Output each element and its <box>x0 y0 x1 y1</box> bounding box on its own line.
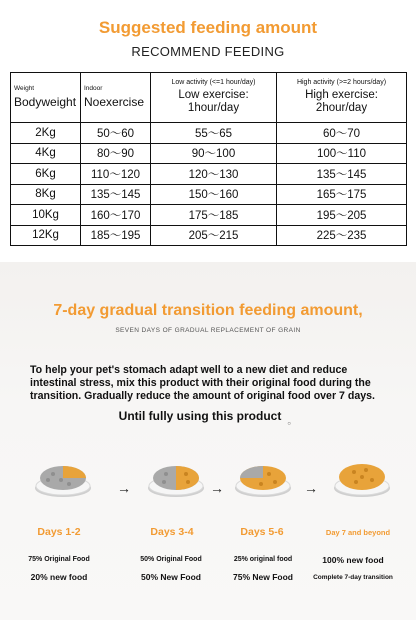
table-row <box>11 205 407 226</box>
table-cell: 205～215 <box>151 225 277 246</box>
table-row <box>11 225 407 246</box>
table-cell: 195～205 <box>277 205 407 226</box>
stage-day-label: Days 3-4 <box>150 526 194 538</box>
table-cell: 2Kg <box>11 123 81 144</box>
table-cell: 165～175 <box>277 184 407 205</box>
arrow-icon: → <box>210 480 224 496</box>
stage-line1: 75% Original Food <box>28 556 90 563</box>
header-small-label: Indoor <box>84 85 103 92</box>
stage-line1: 25% original food <box>233 556 293 563</box>
header-low-activity <box>151 73 277 123</box>
feeding-section <box>0 0 416 262</box>
feeding-title: Suggested feeding amount <box>98 18 318 37</box>
transition-paragraph: To help your pet's stomach adapt well to a new diet and reduce intestinal stress, mix this product with their original food during the transition. Gradually reduce the amount of original food over 7 days. <box>30 364 375 402</box>
table-cell: 10Kg <box>11 205 81 226</box>
bowl-new-food-icon <box>332 460 392 500</box>
header-small-label: Weight <box>14 85 35 92</box>
table-cell: 8Kg <box>11 184 81 205</box>
table-row <box>11 123 407 144</box>
table-header-row <box>11 73 407 123</box>
arrow-icon: → <box>304 480 318 496</box>
table-cell: 150～160 <box>151 184 277 205</box>
until-heading <box>0 408 416 427</box>
header-indoor <box>81 73 151 123</box>
table-cell: 12Kg <box>11 225 81 246</box>
header-high-activity <box>277 73 407 123</box>
table-cell: 90～100 <box>151 143 277 164</box>
until-mark: 。 <box>287 416 298 427</box>
stage-line1: 100% new food <box>322 555 384 565</box>
arrow-icon: → <box>117 480 131 496</box>
header-big-label: Low exercise: <box>178 89 249 101</box>
header-small-label: High activity (>=2 hours/day) <box>296 79 387 86</box>
bowl-mix-icon-day-1-2 <box>33 460 93 500</box>
table-row <box>11 164 407 185</box>
header-weight <box>11 73 81 123</box>
header-small-label: Low activity (<=1 hour/day) <box>171 79 256 86</box>
table-cell: 135～145 <box>81 184 151 205</box>
bowl-mix-icon-day-5-6 <box>233 460 293 500</box>
stage-line2: Complete 7-day transition <box>313 574 393 581</box>
stage-line2: 50% New Food <box>141 572 201 582</box>
table-cell: 6Kg <box>11 164 81 185</box>
table-cell: 55～65 <box>151 123 277 144</box>
table-cell: 110～120 <box>81 164 151 185</box>
table-cell: 80～90 <box>81 143 151 164</box>
table-cell: 60～70 <box>277 123 407 144</box>
bowl-mix-icon-day-3-4 <box>146 460 206 500</box>
table-cell: 4Kg <box>11 143 81 164</box>
table-cell: 175～185 <box>151 205 277 226</box>
stage-line1: 50% Original Food <box>140 556 202 563</box>
table-cell: 160～170 <box>81 205 151 226</box>
table-cell: 50～60 <box>81 123 151 144</box>
transition-subtitle: SEVEN DAYS OF GRADUAL REPLACEMENT OF GRAIN <box>115 327 301 334</box>
feeding-table <box>10 72 407 246</box>
header-big-label: Noexercise <box>84 95 145 109</box>
stage-line2: 20% new food <box>30 572 88 582</box>
table-cell: 135～145 <box>277 164 407 185</box>
table-cell: 185～195 <box>81 225 151 246</box>
header-big-label: Bodyweight <box>14 95 77 109</box>
table-cell: 120～130 <box>151 164 277 185</box>
stage-day-label: Days 5-6 <box>240 526 284 538</box>
stage-line2: 75% New Food <box>233 572 293 582</box>
stage-day-label: Day 7 and beyond <box>325 528 391 537</box>
header-big-label: High exercise: <box>305 89 378 101</box>
feeding-subtitle: RECOMMEND FEEDING <box>131 44 285 59</box>
transition-section <box>0 262 416 620</box>
table-row <box>11 143 407 164</box>
transition-title: 7-day gradual transition feeding amount, <box>53 302 363 319</box>
table-row <box>11 184 407 205</box>
header-big-label: 1hour/day <box>187 102 240 114</box>
table-cell: 225～235 <box>277 225 407 246</box>
table-cell: 100～110 <box>277 143 407 164</box>
until-text: Until fully using this product <box>118 409 282 423</box>
header-big-label: 2hour/day <box>315 102 368 114</box>
stage-day-label: Days 1-2 <box>37 526 81 538</box>
